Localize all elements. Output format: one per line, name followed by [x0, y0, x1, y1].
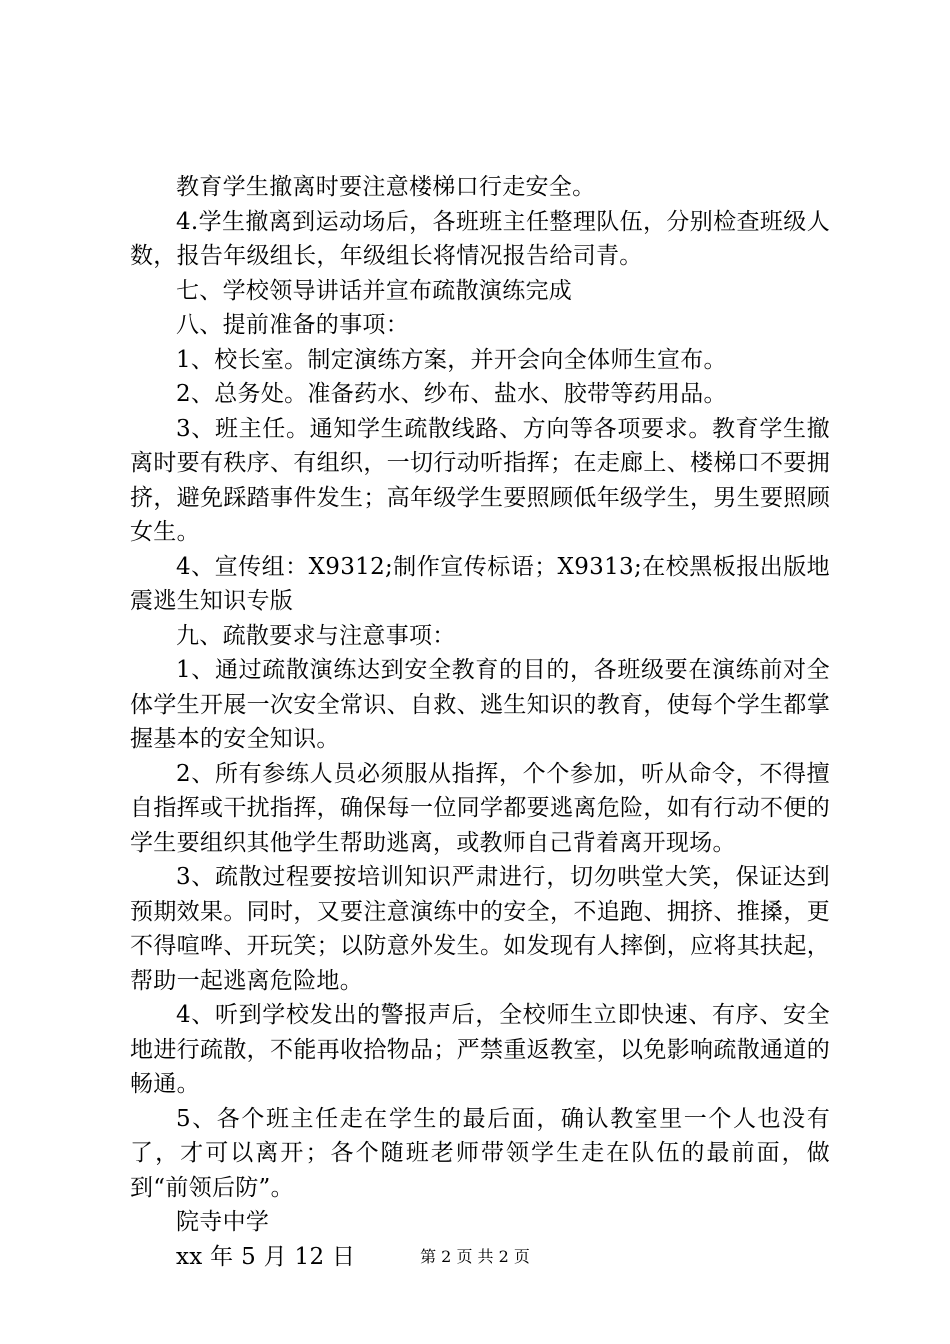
section-heading: 九、疏散要求与注意事项：	[176, 622, 456, 649]
paragraph: 2、所有参练人员必须服从指挥，个个参加，听从命令，不得擅自指挥或干扰指挥，确保每一位同学都要逃离危险，如有行动不便的学生要组织其他学生帮助逃离，或教师自己背着离开现场。	[130, 760, 830, 856]
paragraph: 3、疏散过程要按培训知识严肃进行，切勿哄堂大笑，保证达到预期效果。同时，又要注意演练中的安全，不追跑、拥挤、推搡，更不得喧哗、开玩笑；以防意外发生。如发现有人摔倒，应将其扶起，帮助一起逃离危险地。	[130, 864, 830, 994]
paragraph: 3、班主任。通知学生疏散线路、方向等各项要求。教育学生撤离时要有秩序、有组织，一切行动听指挥；在走廊上、楼梯口不要拥挤，避免踩踏事件发生；高年级学生要照顾低年级学生，男生要照顾女生。	[130, 415, 830, 545]
signature-organization: 院寺中学	[176, 1209, 270, 1235]
section-heading: 八、提前准备的事项：	[176, 312, 409, 338]
page-footer: 第 2 页 共 2 页	[420, 1247, 530, 1266]
paragraph: 1、校长室。制定演练方案，并开会向全体师生宣布。	[176, 346, 727, 373]
paragraph: 5、各个班主任走在学生的最后面，确认教室里一个人也没有了，才可以离开；各个随班老师带领学生走在队伍的最前面，做到“前领后防”。	[130, 1105, 830, 1201]
paragraph: 4、听到学校发出的警报声后，全校师生立即快速、有序、安全地进行疏散，不能再收拾物品；严禁重返教室，以免影响疏散通道的畅通。	[130, 1002, 830, 1097]
paragraph: 1、通过疏散演练达到安全教育的目的，各班级要在演练前对全体学生开展一次安全常识、自救、逃生知识的教育，使每个学生都掌握基本的安全知识。	[130, 657, 830, 752]
paragraph: 教育学生撤离时要注意楼梯口行走安全。	[176, 174, 596, 200]
section-heading: 七、学校领导讲话并宣布疏散演练完成	[176, 277, 573, 304]
paragraph: 2、总务处。准备药水、纱布、盐水、胶带等药用品。	[176, 381, 727, 407]
document-body	[130, 170, 830, 1274]
signature-date: xx 年 5 月 12 日	[176, 1243, 356, 1270]
paragraph: 4、宣传组：X9312;制作宣传标语；X9313;在校黑板报出版地震逃生知识专版	[130, 553, 830, 614]
paragraph: 4.学生撤离到运动场后，各班班主任整理队伍，分别检查班级人数，报告年级组长，年级组长将情况报告给司青。	[130, 208, 830, 269]
